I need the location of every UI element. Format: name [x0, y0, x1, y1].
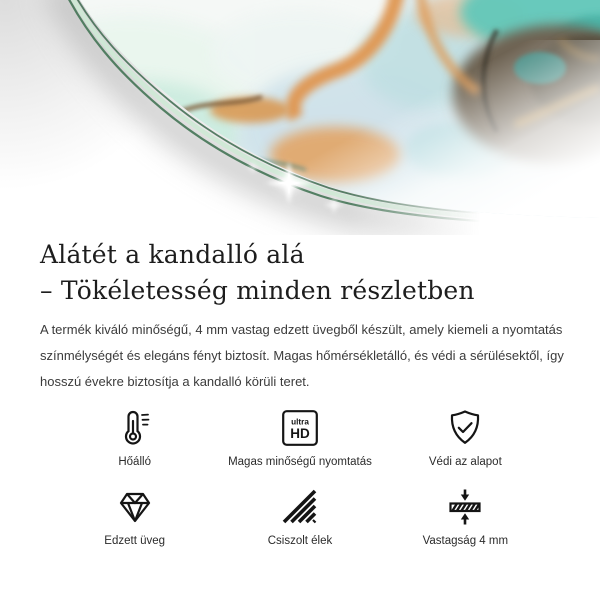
feature-protects-base	[383, 407, 548, 468]
ultra-hd-icon	[280, 407, 320, 449]
glass-disc-illustration	[0, 0, 600, 235]
diamond-icon	[115, 486, 155, 528]
shield-check-icon	[445, 407, 485, 449]
feature-label: Edzett üveg	[104, 535, 166, 547]
product-description: A termék kiváló minőségű, 4 mm vastag edzett üvegből készült, amely kiemeli a nyomtatás színmélységét és elegáns fényt biztosít. Magas hőmérsékletálló, és védi a sérülésektől, így hosszú évekre biztosítja a kandalló körüli teret.	[40, 322, 564, 389]
product-image	[0, 0, 600, 235]
feature-thickness	[383, 486, 548, 547]
polished-edge-icon	[280, 486, 320, 528]
ultra-hd-icon-text-bottom: HD	[290, 426, 310, 441]
product-info-section	[0, 237, 600, 547]
feature-label: Védi az alapot	[428, 456, 502, 468]
page-title-line2: – Tökéletesség minden részletben	[40, 276, 475, 305]
page-title	[40, 237, 560, 309]
feature-heat-resistant	[52, 407, 217, 468]
feature-label: Magas minőségű nyomtatás	[228, 456, 372, 468]
feature-label: Hőálló	[118, 456, 151, 468]
ultra-hd-icon-text-top: ultra	[291, 417, 309, 427]
feature-tempered-glass	[52, 486, 217, 547]
thickness-icon	[445, 486, 485, 528]
thermometer-icon	[115, 407, 155, 449]
feature-high-quality-print	[217, 407, 382, 468]
feature-polished-edges	[217, 486, 382, 547]
feature-label: Vastagság 4 mm	[422, 535, 509, 547]
page-title-line1: Alátét a kandalló alá	[40, 240, 305, 269]
feature-label: Csiszolt élek	[267, 535, 333, 547]
feature-grid	[40, 407, 560, 547]
